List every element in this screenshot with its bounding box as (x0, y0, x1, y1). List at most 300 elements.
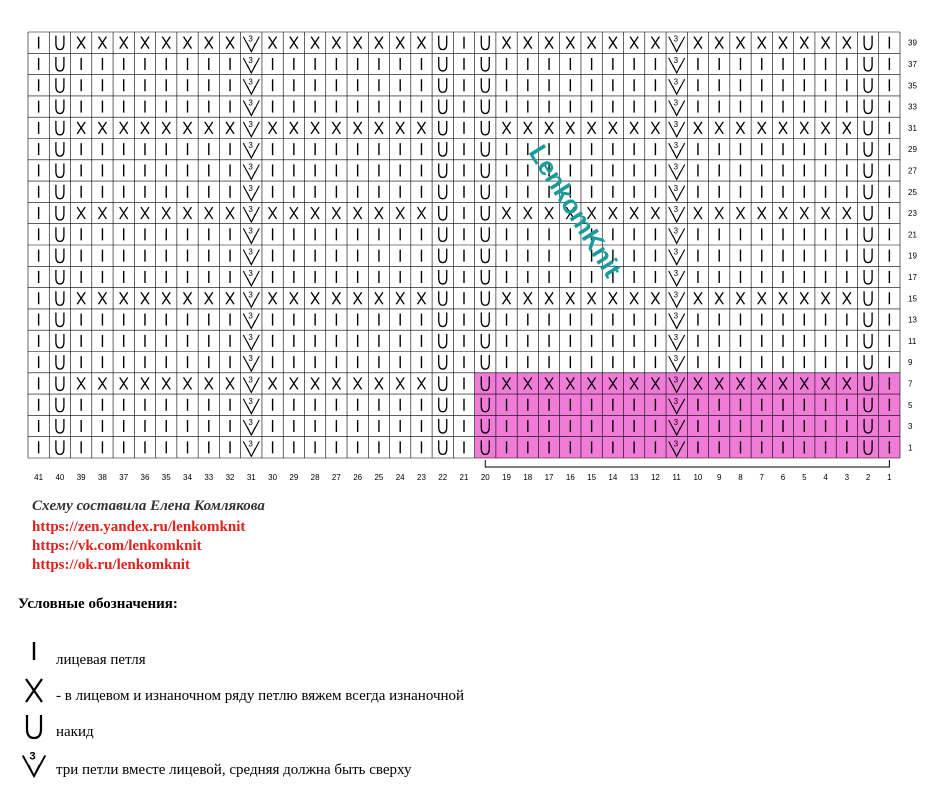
yarn-over-symbol (56, 100, 64, 114)
purl-cross-symbol (503, 122, 511, 134)
purl-cross-symbol (332, 292, 340, 304)
column-number: 13 (629, 473, 639, 482)
purl-cross-symbol (269, 122, 277, 134)
purl-cross-symbol (269, 207, 277, 219)
purl-cross-symbol (162, 122, 170, 134)
yarn-over-symbol (439, 440, 447, 454)
three-together-number: 3 (248, 119, 253, 129)
column-number: 7 (759, 473, 764, 482)
column-number: 36 (140, 473, 150, 482)
purl-cross-symbol (141, 122, 149, 134)
purl-cross-symbol (396, 207, 404, 219)
purl-cross-symbol (311, 377, 319, 389)
yarn-over-symbol (439, 270, 447, 284)
three-together-icon (18, 748, 50, 778)
yarn-over-symbol (56, 185, 64, 199)
purl-cross-symbol (375, 292, 383, 304)
column-number: 1 (887, 473, 892, 482)
purl-cross-symbol (226, 377, 234, 389)
purl-cross-symbol (843, 207, 851, 219)
purl-cross-symbol (226, 207, 234, 219)
purl-cross-symbol (715, 292, 723, 304)
purl-cross-symbol (822, 207, 830, 219)
purl-cross-symbol (162, 207, 170, 219)
column-number: 38 (97, 473, 107, 482)
three-together-number: 3 (673, 247, 679, 257)
purl-cross-symbol (822, 122, 830, 134)
legend-text-three-together: три петли вместе лицевой, средняя должна быть сверху (56, 762, 412, 778)
yarn-over-symbol (56, 206, 64, 220)
column-number: 11 (672, 473, 681, 482)
purl-cross-symbol (524, 122, 532, 134)
yarn-over-symbol (481, 185, 489, 199)
three-together-number: 3 (248, 311, 253, 321)
purl-cross-symbol (630, 37, 638, 49)
three-together-number: 3 (248, 226, 253, 236)
column-number: 8 (738, 473, 743, 482)
purl-cross-symbol (417, 37, 425, 49)
purl-cross-symbol (396, 122, 404, 134)
legend-text-yarnover: накид (56, 724, 94, 740)
purl-cross-symbol (545, 37, 553, 49)
purl-cross-symbol (290, 37, 298, 49)
yarn-over-symbol (439, 398, 447, 412)
three-together-number: 3 (673, 375, 679, 385)
yarn-over-symbol (439, 36, 447, 50)
column-number: 31 (246, 473, 256, 482)
yarn-over-symbol (481, 227, 489, 241)
purl-cross-symbol (503, 292, 511, 304)
purl-cross-symbol (354, 37, 362, 49)
purl-cross-symbol (354, 292, 362, 304)
yarn-over-symbol (56, 291, 64, 305)
three-together-number: 3 (248, 183, 253, 193)
column-number: 4 (823, 473, 828, 482)
yarn-over-symbol (481, 270, 489, 284)
ok-link[interactable]: https://ok.ru/lenkomknit (32, 557, 190, 573)
yarn-over-symbol (481, 78, 489, 92)
yarn-over-symbol (439, 57, 447, 71)
purl-cross-symbol (843, 122, 851, 134)
three-together-number: 3 (248, 439, 253, 449)
column-number: 3 (844, 473, 850, 482)
yarn-over-symbol (56, 313, 64, 327)
yarn-over-symbol (56, 78, 64, 92)
yarn-over-symbol (481, 57, 489, 71)
row-number: 23 (908, 209, 917, 219)
three-together-number: 3 (248, 77, 253, 87)
purl-cross-symbol (396, 292, 404, 304)
row-number: 33 (908, 102, 917, 112)
column-number: 6 (780, 473, 786, 482)
three-together-number: 3 (673, 418, 679, 428)
yarn-over-symbol (439, 334, 447, 348)
row-number: 19 (908, 251, 917, 261)
purl-cross-symbol (524, 207, 532, 219)
purl-cross-symbol (226, 37, 234, 49)
yarn-over-symbol (56, 376, 64, 390)
yarn-over-symbol (864, 291, 872, 305)
yarn-over-symbol (481, 249, 489, 263)
row-number: 1 (908, 443, 913, 453)
row-number: 17 (908, 272, 917, 282)
yarn-over-symbol (864, 36, 872, 50)
yarn-over-symbol (56, 36, 64, 50)
row-number: 31 (908, 123, 917, 133)
purl-cross-symbol (715, 122, 723, 134)
three-together-number: 3 (673, 98, 679, 108)
purl-cross-symbol (184, 207, 192, 219)
purl-cross-symbol (162, 37, 170, 49)
three-together-number: 3 (673, 77, 679, 87)
column-number: 5 (802, 473, 807, 482)
purl-cross-symbol (205, 207, 213, 219)
purl-cross-symbol (375, 122, 383, 134)
yarn-over-symbol (864, 227, 872, 241)
purl-cross-symbol (332, 37, 340, 49)
yarn-over-symbol (56, 355, 64, 369)
column-number: 27 (331, 473, 341, 482)
purl-cross-symbol (843, 37, 851, 49)
purl-cross-symbol (77, 122, 85, 134)
purl-cross-symbol (566, 122, 574, 134)
purl-cross-symbol (98, 377, 106, 389)
purl-cross-symbol (758, 207, 766, 219)
purl-cross-symbol (77, 207, 85, 219)
purl-cross-symbol (822, 292, 830, 304)
purl-cross-symbol (396, 377, 404, 389)
row-number: 27 (908, 166, 917, 176)
zen-link[interactable]: https://zen.yandex.ru/lenkomknit (32, 519, 246, 535)
yarn-over-icon (18, 712, 50, 742)
purl-cross-symbol (311, 37, 319, 49)
row-number: 7 (908, 379, 913, 389)
purl-cross-symbol (120, 37, 128, 49)
purl-cross-symbol (98, 292, 106, 304)
yarn-over-symbol (439, 291, 447, 305)
column-number: 28 (310, 473, 320, 482)
purl-cross-symbol (417, 377, 425, 389)
purl-cross-symbol (524, 292, 532, 304)
purl-cross-symbol (332, 122, 340, 134)
purl-cross-symbol (226, 122, 234, 134)
row-number: 39 (908, 38, 917, 48)
purl-cross-symbol (630, 207, 638, 219)
purl-cross-symbol (354, 207, 362, 219)
row-number: 13 (908, 315, 917, 325)
purl-cross-symbol (205, 377, 213, 389)
row-number: 35 (908, 81, 917, 91)
purl-cross-icon (18, 676, 50, 706)
legend-title: Условные обозначения: (18, 596, 178, 612)
three-together-number: 3 (248, 290, 253, 300)
yarn-over-symbol (439, 227, 447, 241)
purl-cross-symbol (205, 292, 213, 304)
purl-cross-symbol (184, 292, 192, 304)
legend-text-knit: лицевая петля (56, 652, 146, 668)
yarn-over-symbol (439, 355, 447, 369)
yarn-over-symbol (56, 163, 64, 177)
three-together-number: 3 (673, 311, 679, 321)
purl-cross-symbol (736, 37, 744, 49)
purl-cross-symbol (141, 37, 149, 49)
purl-cross-symbol (503, 37, 511, 49)
purl-cross-symbol (77, 37, 85, 49)
three-together-number: 3 (673, 55, 679, 65)
purl-cross-symbol (184, 37, 192, 49)
yarn-over-symbol (56, 270, 64, 284)
purl-cross-symbol (779, 292, 787, 304)
yarn-over-symbol (864, 334, 872, 348)
yarn-over-symbol (56, 57, 64, 71)
purl-cross-symbol (651, 292, 659, 304)
purl-cross-symbol (120, 377, 128, 389)
yarn-over-symbol (864, 163, 872, 177)
purl-cross-symbol (290, 292, 298, 304)
purl-cross-symbol (226, 292, 234, 304)
yarn-over-symbol (481, 121, 489, 135)
column-number: 14 (608, 473, 618, 482)
purl-cross-symbol (758, 292, 766, 304)
yarn-over-symbol (864, 206, 872, 220)
column-number: 39 (76, 473, 86, 482)
purl-cross-symbol (694, 122, 702, 134)
legend-item-yarnover (18, 712, 718, 742)
three-together-number: 3 (248, 418, 253, 428)
purl-cross-symbol (396, 37, 404, 49)
purl-cross-symbol (98, 37, 106, 49)
three-together-number: 3 (673, 119, 679, 129)
purl-cross-symbol (417, 122, 425, 134)
column-number: 25 (374, 473, 384, 482)
column-number: 35 (161, 473, 171, 482)
purl-cross-symbol (566, 292, 574, 304)
purl-cross-symbol (715, 37, 723, 49)
svg-text:3: 3 (29, 750, 36, 763)
three-together-number: 3 (248, 268, 253, 278)
row-number: 15 (908, 294, 917, 304)
purl-cross-symbol (311, 292, 319, 304)
column-number: 22 (438, 473, 448, 482)
three-together-number: 3 (248, 162, 253, 172)
yarn-over-symbol (864, 121, 872, 135)
purl-cross-symbol (609, 207, 617, 219)
purl-cross-symbol (311, 122, 319, 134)
purl-cross-symbol (609, 37, 617, 49)
repeat-bracket (485, 460, 889, 467)
column-number: 41 (34, 473, 44, 482)
column-number: 20 (480, 473, 490, 482)
column-number: 37 (119, 473, 129, 482)
column-number: 30 (268, 473, 278, 482)
purl-cross-symbol (694, 37, 702, 49)
row-number: 11 (908, 336, 917, 346)
three-together-number: 3 (248, 332, 253, 342)
purl-cross-symbol (588, 122, 596, 134)
watermark-text: LenkomKnit (522, 139, 628, 283)
yarn-over-symbol (439, 249, 447, 263)
yarn-over-symbol (56, 121, 64, 135)
purl-cross-symbol (141, 207, 149, 219)
purl-cross-symbol (417, 292, 425, 304)
purl-cross-symbol (332, 377, 340, 389)
yarn-over-symbol (481, 291, 489, 305)
purl-cross-symbol (588, 292, 596, 304)
yarn-over-symbol (481, 36, 489, 50)
purl-cross-symbol (630, 122, 638, 134)
three-together-number: 3 (248, 141, 253, 151)
purl-cross-symbol (375, 207, 383, 219)
three-together-number: 3 (248, 98, 253, 108)
yarn-over-symbol (864, 142, 872, 156)
yarn-over-symbol (864, 270, 872, 284)
three-together-number: 3 (673, 332, 679, 342)
purl-cross-symbol (779, 122, 787, 134)
three-together-number: 3 (248, 55, 253, 65)
yarn-over-symbol (56, 419, 64, 433)
vk-link[interactable]: https://vk.com/lenkomknit (32, 538, 202, 554)
column-number: 2 (865, 473, 871, 482)
three-together-number: 3 (673, 34, 679, 44)
purl-cross-symbol (77, 377, 85, 389)
column-number: 17 (544, 473, 554, 482)
purl-cross-symbol (630, 292, 638, 304)
purl-cross-symbol (758, 37, 766, 49)
row-number: 29 (908, 145, 917, 155)
yarn-over-symbol (439, 163, 447, 177)
purl-cross-symbol (609, 122, 617, 134)
three-together-number: 3 (673, 183, 679, 193)
column-number: 16 (565, 473, 575, 482)
purl-cross-symbol (354, 377, 362, 389)
legend-item-three-together (18, 748, 718, 778)
yarn-over-symbol (481, 100, 489, 114)
yarn-over-symbol (439, 121, 447, 135)
legend-text-purl: - в лицевом и изнаночном ряду петлю вяжем всегда изнаночной (56, 688, 465, 704)
column-number: 33 (204, 473, 214, 482)
purl-cross-symbol (736, 122, 744, 134)
yarn-over-symbol (481, 142, 489, 156)
column-number: 34 (183, 473, 192, 482)
column-number: 32 (225, 473, 235, 482)
purl-cross-symbol (800, 37, 808, 49)
row-number: 3 (908, 422, 913, 432)
purl-cross-symbol (290, 377, 298, 389)
purl-cross-symbol (354, 122, 362, 134)
purl-cross-symbol (98, 207, 106, 219)
column-number: 40 (55, 473, 65, 482)
yarn-over-symbol (864, 78, 872, 92)
purl-cross-symbol (77, 292, 85, 304)
purl-cross-symbol (311, 207, 319, 219)
credits-block (32, 498, 265, 576)
column-number: 19 (502, 473, 511, 482)
three-together-number: 3 (673, 205, 679, 215)
yarn-over-symbol (481, 313, 489, 327)
yarn-over-symbol (56, 398, 64, 412)
purl-cross-symbol (758, 122, 766, 134)
yarn-over-symbol (56, 334, 64, 348)
purl-cross-symbol (417, 207, 425, 219)
legend-item-knit (18, 640, 718, 670)
purl-cross-symbol (98, 122, 106, 134)
column-number: 21 (459, 473, 469, 482)
purl-cross-symbol (290, 122, 298, 134)
row-number: 9 (908, 358, 913, 368)
three-together-number: 3 (673, 141, 679, 151)
yarn-over-symbol (439, 78, 447, 92)
purl-cross-symbol (269, 37, 277, 49)
yarn-over-symbol (481, 206, 489, 220)
knit-stitch-icon (18, 640, 50, 670)
purl-cross-symbol (375, 377, 383, 389)
purl-cross-symbol (269, 292, 277, 304)
purl-cross-symbol (184, 377, 192, 389)
purl-cross-symbol (184, 122, 192, 134)
three-together-number: 3 (673, 290, 679, 300)
yarn-over-symbol (864, 100, 872, 114)
three-together-number: 3 (673, 226, 679, 236)
yarn-over-symbol (481, 334, 489, 348)
column-number: 24 (395, 473, 405, 482)
purl-cross-symbol (715, 207, 723, 219)
yarn-over-symbol (56, 142, 64, 156)
yarn-over-symbol (864, 185, 872, 199)
purl-cross-symbol (566, 37, 574, 49)
yarn-over-symbol (439, 376, 447, 390)
legend-item-purl (18, 676, 718, 706)
yarn-over-symbol (56, 227, 64, 241)
three-together-number: 3 (673, 268, 679, 278)
yarn-over-symbol (864, 249, 872, 263)
yarn-over-symbol (481, 163, 489, 177)
purl-cross-symbol (800, 207, 808, 219)
purl-cross-symbol (609, 292, 617, 304)
purl-cross-symbol (651, 122, 659, 134)
yarn-over-symbol (439, 185, 447, 199)
three-together-number: 3 (673, 354, 679, 364)
three-together-number: 3 (248, 205, 253, 215)
purl-cross-symbol (800, 122, 808, 134)
row-number: 5 (908, 400, 913, 410)
three-together-number: 3 (673, 396, 679, 406)
three-together-number: 3 (248, 354, 253, 364)
purl-cross-symbol (524, 37, 532, 49)
purl-cross-symbol (120, 207, 128, 219)
purl-cross-symbol (545, 122, 553, 134)
purl-cross-symbol (736, 292, 744, 304)
column-number: 10 (693, 473, 703, 482)
yarn-over-symbol (439, 419, 447, 433)
yarn-over-symbol (481, 355, 489, 369)
purl-cross-symbol (779, 207, 787, 219)
column-number: 12 (650, 473, 660, 482)
purl-cross-symbol (545, 207, 553, 219)
three-together-number: 3 (673, 439, 679, 449)
purl-cross-symbol (375, 37, 383, 49)
purl-cross-symbol (141, 377, 149, 389)
yarn-over-symbol (56, 249, 64, 263)
purl-cross-symbol (694, 207, 702, 219)
yarn-over-symbol (439, 100, 447, 114)
purl-cross-symbol (141, 292, 149, 304)
column-number: 9 (716, 473, 722, 482)
purl-cross-symbol (332, 207, 340, 219)
purl-cross-symbol (800, 292, 808, 304)
purl-cross-symbol (694, 292, 702, 304)
purl-cross-symbol (651, 207, 659, 219)
purl-cross-symbol (545, 292, 553, 304)
